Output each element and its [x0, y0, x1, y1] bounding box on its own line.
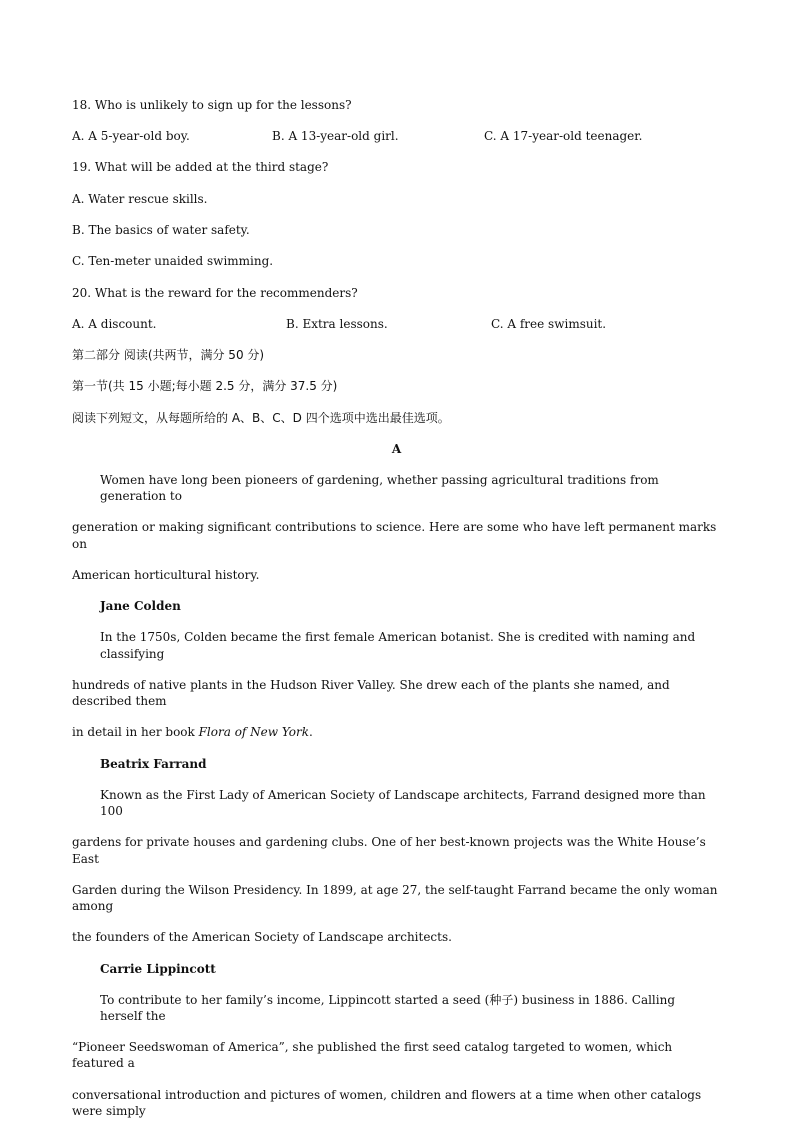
section-heading-beatrix-farrand: Beatrix Farrand	[100, 757, 207, 771]
colden-line: described them	[72, 694, 167, 708]
period: .	[308, 725, 313, 739]
farrand-line: the founders of the American Society of Landscape architects.	[72, 930, 452, 944]
colden-line: classifying	[100, 647, 165, 661]
question-18-stem: 18. Who is unlikely to sign up for the lessons?	[72, 98, 352, 112]
intro-line: generation to	[100, 489, 182, 503]
section-instruction: 阅读下列短文，从每题所给的 A、B、C、D 四个选项中选出最佳选项。	[72, 411, 450, 425]
question-20-option-c: C. A free swimsuit.	[491, 317, 607, 331]
intro-line: American horticultural history.	[72, 568, 260, 582]
farrand-line: Known as the First Lady of American Society of Landscape architects, Farrand designed more than	[100, 788, 706, 802]
section-heading-carrie-lippincott: Carrie Lippincott	[100, 962, 216, 976]
question-20-option-a: A. A discount.	[72, 317, 157, 331]
question-19-stem: 19. What will be added at the third stage?	[72, 160, 329, 174]
farrand-line: Garden during the Wilson Presidency. In 1899, at age 27, the self-taught Farrand became the only woman	[72, 883, 718, 897]
lippincott-line: “Pioneer Seedswoman of America”, she published the first seed catalog targeted to women, which	[72, 1040, 673, 1054]
section-part-title: 第二部分 阅读(共两节，满分 50 分)	[72, 348, 265, 362]
question-18-option-a: A. A 5-year-old boy.	[72, 129, 190, 143]
farrand-line: among	[72, 899, 114, 913]
passage-label: A	[391, 442, 402, 456]
colden-line-text: in detail in her book	[72, 725, 199, 739]
question-19-option-b: B. The basics of water safety.	[72, 223, 250, 237]
lippincott-line: herself the	[100, 1009, 166, 1023]
colden-line: In the 1750s, Colden became the first female American botanist. She is credited with naming and	[100, 630, 696, 644]
lippincott-line: featured a	[72, 1056, 135, 1070]
farrand-line: East	[72, 852, 99, 866]
book-title: Flora of New York	[198, 725, 309, 739]
colden-line: hundreds of native plants in the Hudson River Valley. She drew each of the plants she named, and	[72, 678, 670, 692]
question-20-stem: 20. What is the reward for the recommenders?	[72, 286, 358, 300]
farrand-line: gardens for private houses and gardening clubs. One of her best-known projects was the White House’s	[72, 835, 706, 849]
lippincott-line: To contribute to her family’s income, Lippincott started a seed (种子) business in 1886. Calling	[100, 993, 676, 1007]
intro-line: Women have long been pioneers of gardening, whether passing agricultural traditions from	[100, 473, 659, 487]
question-18-option-c: C. A 17-year-old teenager.	[484, 129, 643, 143]
colden-line-last	[72, 724, 313, 740]
farrand-line: 100	[100, 804, 123, 818]
intro-line: on	[72, 537, 87, 551]
lippincott-line: were simply	[72, 1104, 146, 1118]
question-19-option-c: C. Ten-meter unaided swimming.	[72, 254, 274, 268]
question-19-option-a: A. Water rescue skills.	[72, 192, 208, 206]
question-20-option-b: B. Extra lessons.	[286, 317, 388, 331]
intro-line: generation or making significant contributions to science. Here are some who have left permanent marks	[72, 520, 717, 534]
section-heading-jane-colden: Jane Colden	[100, 599, 181, 613]
section-sub-title: 第一节(共 15 小题;每小题 2.5 分，满分 37.5 分)	[72, 379, 338, 393]
question-18-option-b: B. A 13-year-old girl.	[272, 129, 399, 143]
lippincott-line: conversational introduction and pictures of women, children and flowers at a time when other catalogs	[72, 1088, 702, 1102]
